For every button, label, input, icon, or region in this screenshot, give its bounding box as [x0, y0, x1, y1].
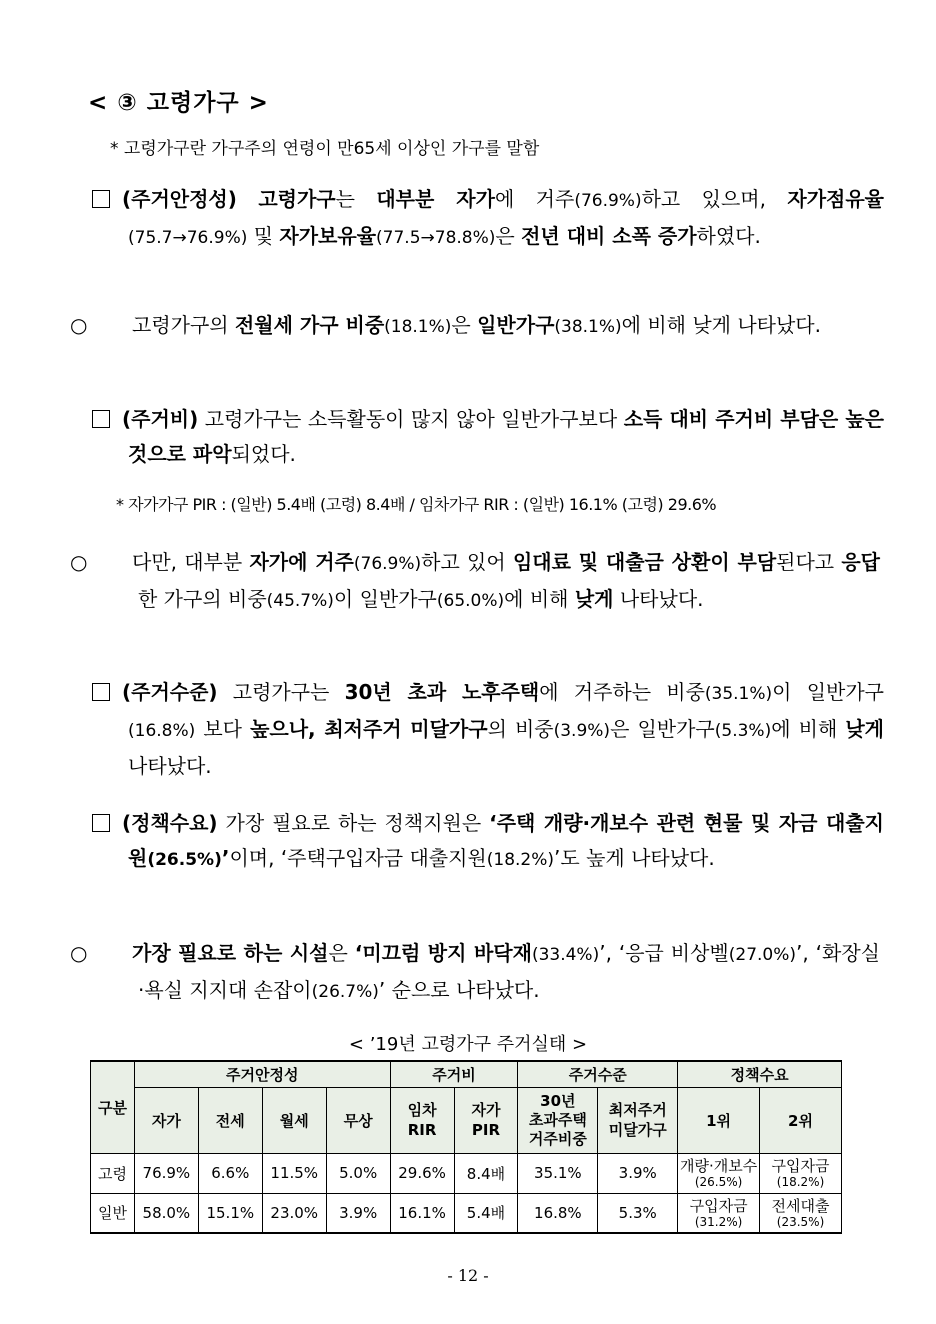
group-header: 주거안정성	[134, 1061, 390, 1087]
table-cell: 76.9%	[134, 1153, 198, 1193]
table-cell: 5.0%	[326, 1153, 390, 1193]
table-cell: 16.8%	[518, 1193, 598, 1233]
header-category: 구분	[91, 1061, 135, 1153]
table-cell	[760, 1153, 842, 1193]
checkbox-bullet-icon	[92, 190, 110, 208]
circle-bullet-icon: ○	[70, 313, 88, 337]
table-row	[91, 1193, 842, 1233]
table-cell: 8.4배	[454, 1153, 518, 1193]
column-header: 30년 초과주택 거주비중	[518, 1087, 598, 1153]
paragraph-policy-demand: (정책수요) 가장 필요로 하는 정책지원은 ‘주택 개량·개보수 관련 현물 및 자금 대출지원(26.5%)’이며, ‘주택구입자금 대출지원(18.2%)’도 높게 나타났다.	[92, 806, 884, 878]
group-header: 정책수요	[678, 1061, 842, 1087]
table-cell: 29.6%	[390, 1153, 454, 1193]
table-cell: 3.9%	[326, 1193, 390, 1233]
column-header: 2위	[760, 1087, 842, 1153]
section-heading: < ③ 고령가구 >	[88, 90, 269, 116]
checkbox-bullet-icon	[92, 683, 110, 701]
rank1-pct: (26.5%)	[694, 1175, 743, 1189]
table-caption: < ’19년 고령가구 주거실태 >	[348, 1034, 588, 1055]
pir-rir-note: * 자가가구 PIR : (일반) 5.4배 (고령) 8.4배 / 임차가구 RIR : (일반) 16.1% (고령) 29.6%	[116, 495, 717, 514]
table-cell: 3.9%	[598, 1153, 678, 1193]
circle-bullet-icon: ○	[70, 941, 88, 965]
column-header: 자가 PIR	[454, 1087, 518, 1153]
group-header: 주거수준	[518, 1061, 678, 1087]
rank2-label: 전세대출	[771, 1196, 830, 1215]
row-label: 고령	[91, 1153, 135, 1193]
table-cell: 11.5%	[262, 1153, 326, 1193]
column-header: 최저주거 미달가구	[598, 1087, 678, 1153]
table-row	[91, 1153, 842, 1193]
rank2-pct: (23.5%)	[776, 1214, 825, 1229]
column-header: 1위	[678, 1087, 760, 1153]
column-header: 월세	[262, 1087, 326, 1153]
page-number: - 12 -	[447, 1266, 489, 1285]
table-cell	[678, 1153, 760, 1193]
paragraph-housing-cost: (주거비) 고령가구는 소득활동이 많지 않아 일반가구보다 소득 대비 주거비 부담은 높은 것으로 파악되었다.	[92, 402, 884, 472]
row-label: 일반	[91, 1193, 135, 1233]
table-cell: 6.6%	[198, 1153, 262, 1193]
column-header: 임차 RIR	[390, 1087, 454, 1153]
rank2-label: 구입자금	[771, 1157, 830, 1175]
table-cell: 5.3%	[598, 1193, 678, 1233]
paragraph-housing-level: (주거수준) 고령가구는 30년 초과 노후주택에 거주하는 비중(35.1%)이 일반가구(16.8%) 보다 높으나, 최저주거 미달가구의 비중(3.9%)은 일반가구(5.3%)에 비해 낮게 나타났다.	[92, 675, 884, 784]
table-cell: 58.0%	[134, 1193, 198, 1233]
subparagraph-needed-facilities: ○ 가장 필요로 하는 시설은 ‘미끄럼 방지 바닥재(33.4%)’, ‘응급 비상벨(27.0%)’, ‘화장실·욕실 지지대 손잡이(26.7%)’ 순으로 나타났다.	[104, 936, 880, 1010]
column-header: 무상	[326, 1087, 390, 1153]
circle-bullet-icon: ○	[70, 550, 88, 574]
checkbox-bullet-icon	[92, 410, 110, 428]
paragraph-housing-stability: (주거안정성) 고령가구는 대부분 자가에 거주(76.9%)하고 있으며, 자가점유율(75.7→76.9%) 및 자가보유율(77.5→78.8%)은 전년 대비 소폭 증가하였다.	[92, 182, 884, 256]
table-cell: 5.4배	[454, 1193, 518, 1233]
definition-note: * 고령가구란 가구주의 연령이 만65세 이상인 가구를 말함	[110, 139, 540, 159]
housing-status-table	[90, 1060, 842, 1234]
checkbox-bullet-icon	[92, 814, 110, 832]
group-header: 주거비	[390, 1061, 518, 1087]
table-cell	[678, 1193, 760, 1233]
table-cell: 15.1%	[198, 1193, 262, 1233]
table-cell: 35.1%	[518, 1153, 598, 1193]
table-cell: 16.1%	[390, 1193, 454, 1233]
column-header: 전세	[198, 1087, 262, 1153]
rank2-pct: (18.2%)	[776, 1175, 825, 1189]
subparagraph-repayment-burden: ○ 다만, 대부분 자가에 거주(76.9%)하고 있어 임대료 및 대출금 상환이 부담된다고 응답한 가구의 비중(45.7%)이 일반가구(65.0%)에 비해 낮게 나타났다.	[104, 545, 880, 619]
column-header: 자가	[134, 1087, 198, 1153]
table-cell	[760, 1193, 842, 1233]
rank1-pct: (31.2%)	[694, 1214, 743, 1229]
rank1-label: 개량·개보수	[679, 1157, 758, 1175]
subparagraph-rent-share: ○ 고령가구의 전월세 가구 비중(18.1%)은 일반가구(38.1%)에 비해 낮게 나타났다.	[104, 308, 880, 345]
table-cell: 23.0%	[262, 1193, 326, 1233]
rank1-label: 구입자금	[689, 1196, 748, 1215]
